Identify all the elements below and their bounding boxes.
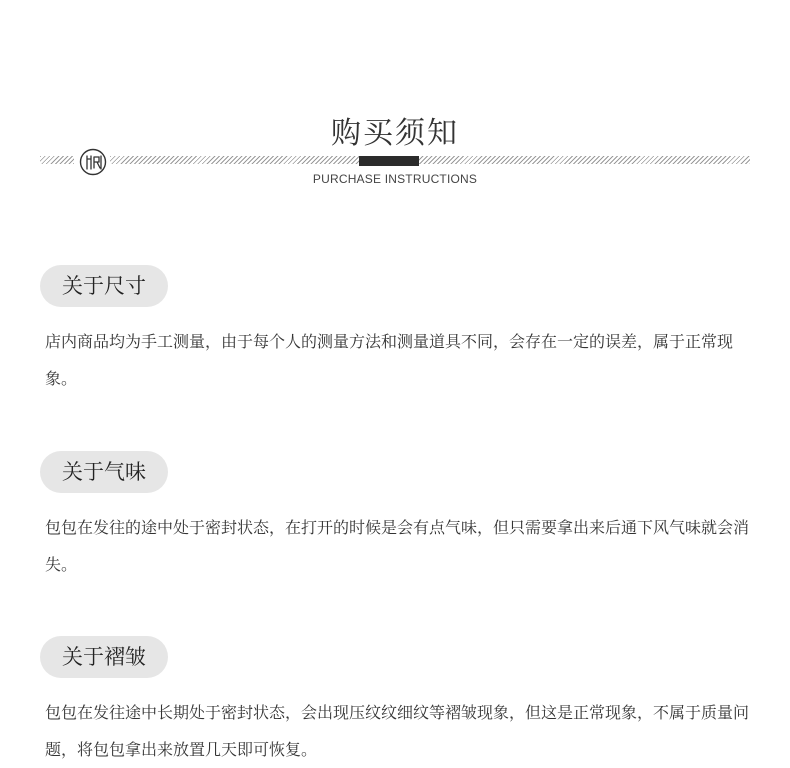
- section-smell: [40, 451, 760, 583]
- section-heading-size: 关于尺寸: [40, 265, 168, 307]
- page-subtitle: PURCHASE INSTRUCTIONS: [312, 172, 478, 186]
- section-text-smell: 包包在发往的途中处于密封状态，在打开的时候是会有点气味，但只需要拿出来后通下风气味就会消失。: [45, 518, 750, 574]
- page-header: [0, 0, 790, 200]
- section-size: [40, 265, 760, 397]
- section-wrinkle: [40, 636, 760, 768]
- section-heading-wrinkle: 关于褶皱: [40, 636, 168, 678]
- left-hatch-divider: [40, 156, 74, 164]
- right-hatch-divider: [110, 156, 750, 164]
- title-accent-bar: [359, 156, 419, 166]
- page-title: 购买须知: [331, 116, 459, 151]
- section-heading-smell: 关于气味: [40, 451, 168, 493]
- section-text-size: 店内商品均为手工测量，由于每个人的测量方法和测量道具不同，会存在一定的误差，属于正常现象。: [45, 332, 734, 388]
- section-text-wrinkle: 包包在发往途中长期处于密封状态，会出现压纹纹细纹等褶皱现象，但这是正常现象，不属于质量问题，将包包拿出来放置几天即可恢复。: [45, 703, 750, 759]
